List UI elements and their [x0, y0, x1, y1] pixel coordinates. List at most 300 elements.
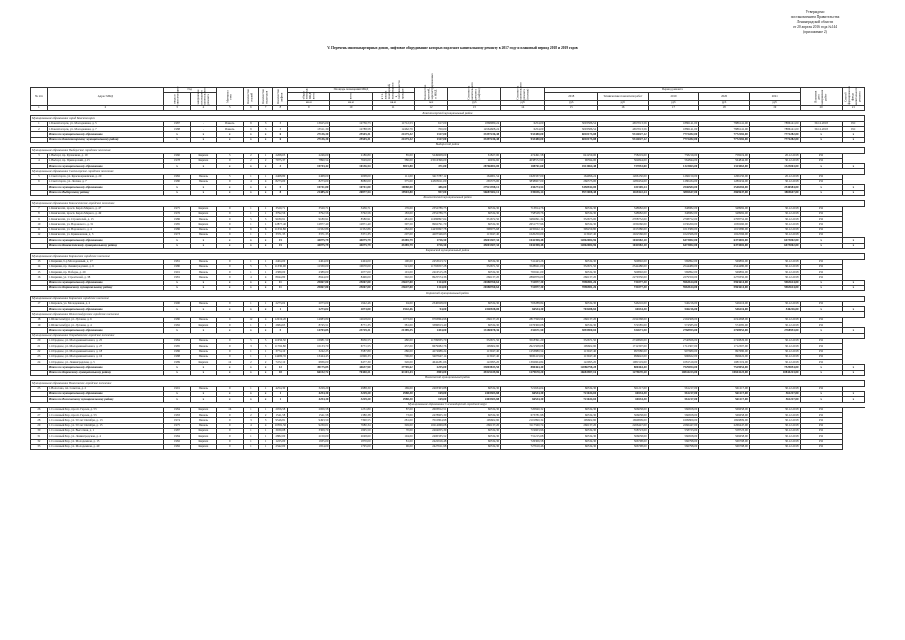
- table-cell: РО: [800, 275, 842, 280]
- table-cell: 66534,30: [545, 429, 598, 434]
- table-cell: РО: [800, 360, 842, 365]
- table-cell: x: [243, 137, 258, 142]
- table-cell: 6010173,08: [545, 137, 598, 142]
- table-cell: 8: [31, 211, 48, 216]
- table-cell: 3518391,20: [501, 338, 545, 343]
- table-cell: 1: [258, 349, 273, 354]
- table-cell: 3792,56: [330, 211, 372, 216]
- table-cell: 8936,55: [330, 338, 372, 343]
- table-cell: 70,00: [372, 429, 414, 434]
- table-cell: 23729,31: [330, 328, 372, 333]
- table-cell: 113047,40: [545, 354, 598, 359]
- table-cell: 2988,30: [330, 386, 372, 391]
- table-cell: x: [191, 285, 216, 290]
- approval-line-4: от 20 апреля 2016 года №144: [792, 25, 838, 29]
- table-cell: 1942,46: [330, 301, 372, 306]
- table-cell: 1: [258, 259, 273, 264]
- table-cell: x: [191, 190, 216, 195]
- table-cell: 3407647,14: [414, 354, 448, 359]
- table-row: [31, 444, 865, 449]
- table-cell: 10741,00: [330, 185, 372, 190]
- table-cell: 1699809,00: [699, 418, 750, 423]
- table-cell: 199602,90: [545, 344, 598, 349]
- table-cell: x: [243, 391, 258, 396]
- table-cell: г. Кингисепп, просп. Карла Маркса, д. 49: [47, 211, 163, 216]
- table-cell: 9: [216, 338, 243, 343]
- table-cell: x: [842, 185, 864, 190]
- table-cell: 9314027,12: [598, 132, 649, 137]
- table-cell: 2279350,00: [699, 275, 750, 280]
- table-cell: Кирпич: [191, 153, 216, 158]
- table-cell: 1954,00: [288, 444, 330, 449]
- table-cell: РО: [800, 301, 842, 306]
- header-y2021-unit: руб: [749, 100, 800, 105]
- table-cell: 566658,00: [648, 434, 699, 439]
- table-cell: 9180,91: [273, 217, 288, 222]
- header-y2019: 2019: [648, 93, 699, 100]
- table-cell: 561217,00: [699, 386, 750, 391]
- table-cell: 569892,00: [648, 259, 699, 264]
- table-cell: 4: [258, 180, 273, 185]
- table-cell: г. Светогорск, ул. Лесная, д. 7: [47, 180, 163, 185]
- table-cell: РО: [800, 206, 842, 211]
- table-cell: 2073,00: [288, 301, 330, 306]
- table-cell: 4038572,90: [501, 158, 545, 163]
- header-god-last: завершения последнего капитального ремонта: [191, 93, 216, 106]
- table-cell: 574585,00: [699, 323, 750, 328]
- table-cell: 1: [258, 270, 273, 275]
- table-cell: 1541,58: [288, 413, 330, 418]
- table-cell: 2708752,00: [699, 217, 750, 222]
- table-cell: 398075,68: [448, 227, 501, 232]
- table-cell: 1: [243, 386, 258, 391]
- table-cell: РО: [800, 418, 842, 423]
- table-cell: г. Кингисепп, ул. Воровского, д. 4: [47, 227, 163, 232]
- table-cell: 66534,30: [448, 439, 501, 444]
- table-cell: 6473002,00: [699, 243, 750, 248]
- table-cell: 720840,32: [501, 407, 545, 412]
- table-cell: 9793864,96: [414, 317, 448, 322]
- table-cell: 20: [31, 338, 48, 343]
- table-cell: 558723,00: [699, 429, 750, 434]
- table-cell: x: [216, 185, 243, 190]
- header-residents-unit: чел: [414, 100, 448, 105]
- column-number: 7: [258, 105, 273, 110]
- table-cell: 1990: [163, 301, 190, 306]
- table-cell: 30.12.2018: [749, 211, 800, 216]
- approval-line-2: постановлением Правительства: [790, 15, 840, 19]
- table-cell: 561217,00: [699, 391, 750, 396]
- table-cell: -: [191, 127, 216, 132]
- table-cell: 12862084,96: [545, 238, 598, 243]
- table-cell: 24: [31, 360, 48, 365]
- table-cell: 471,00: [414, 164, 448, 169]
- table-cell: x: [191, 238, 216, 243]
- table-cell: 5963614,00: [648, 285, 699, 290]
- table-cell: 10844223,00: [749, 370, 800, 375]
- table-cell: x: [800, 137, 842, 142]
- table-cell: x: [163, 365, 190, 370]
- table-cell: 1712307,00: [598, 344, 649, 349]
- table-cell: 2340928,00: [448, 307, 501, 312]
- table-cell: 281,00: [372, 418, 414, 423]
- table-cell: 9: [216, 439, 243, 444]
- table-cell: Панель: [191, 275, 216, 280]
- table-cell: 6010173,08: [545, 132, 598, 137]
- table-cell: 11332,86: [288, 227, 330, 232]
- table-cell: 1935,00: [288, 439, 330, 444]
- table-cell: 113047,40: [545, 349, 598, 354]
- table-cell: РО: [800, 354, 842, 359]
- table-cell: 2056,58: [273, 407, 288, 412]
- table-cell: 96594,00: [545, 158, 598, 163]
- table-cell: x: [258, 307, 273, 312]
- table-cell: x: [258, 280, 273, 285]
- table-cell: 2427611,98: [414, 444, 448, 449]
- table-cell: 2006,58: [288, 407, 330, 412]
- table-cell: 561217,00: [749, 391, 800, 396]
- table-cell: Кирпич: [191, 360, 216, 365]
- table-cell: Панель: [191, 180, 216, 185]
- table-cell: 30.12.2018: [749, 317, 800, 322]
- table-cell: 183,00: [372, 211, 414, 216]
- table-cell: 20877,54: [330, 190, 372, 195]
- table-cell: 1317,00: [414, 137, 448, 142]
- table-cell: Кирпич: [191, 429, 216, 434]
- table-cell: 381,00: [372, 323, 414, 328]
- table-cell: 9: [216, 323, 243, 328]
- table-cell: 348982,00: [699, 206, 750, 211]
- table-cell: 997680,00: [648, 349, 699, 354]
- table-cell: x: [800, 164, 842, 169]
- table-cell: Панель: [191, 338, 216, 343]
- table-cell: РО: [800, 153, 842, 158]
- table-cell: 21389,35: [372, 328, 414, 333]
- table-cell: 521,00: [372, 264, 414, 269]
- table-cell: 332673,00: [545, 217, 598, 222]
- table-cell: 7629,00: [330, 158, 372, 163]
- table-cell: 66534,30: [545, 386, 598, 391]
- table-cell: 3869647,00: [648, 190, 699, 195]
- table-cell: г. Сосновый Бор, просп. Героев, д. 53: [47, 413, 163, 418]
- table-cell: 1986: [163, 349, 190, 354]
- table-cell: x: [243, 328, 258, 333]
- table-cell: 10214069,08: [414, 423, 448, 428]
- section-label: Муниципальное образование Кировское городское поселение: [31, 296, 865, 301]
- table-cell: РО: [800, 233, 842, 238]
- table-cell: 12871,40: [330, 222, 372, 227]
- table-cell: 266137,20: [545, 275, 598, 280]
- table-cell: 25067,80: [288, 280, 330, 285]
- table-cell: x: [842, 190, 864, 195]
- table-cell: 4: [258, 423, 273, 428]
- table-header: [31, 73, 865, 111]
- table-cell: 1454,00: [414, 328, 448, 333]
- table-cell: Итого по Кингисеппскому муниципальному району: [47, 243, 163, 248]
- table-cell: 9: [216, 270, 243, 275]
- table-cell: 66534,30: [545, 444, 598, 449]
- table-cell: 1986: [163, 217, 190, 222]
- table-cell: x: [258, 285, 273, 290]
- table-cell: Панель: [191, 259, 216, 264]
- table-cell: 933480,00: [501, 137, 545, 142]
- table-cell: 8771,35: [330, 323, 372, 328]
- table-cell: 1984: [163, 407, 190, 412]
- table-cell: 66534,30: [545, 301, 598, 306]
- table-cell: 758219,00: [648, 153, 699, 158]
- table-cell: 45001307,34: [448, 243, 501, 248]
- table-cell: 1868980,24: [448, 121, 501, 126]
- table-cell: 101,00: [372, 270, 414, 275]
- table-cell: РО: [800, 323, 842, 328]
- table-cell: 26: [31, 407, 48, 412]
- table-cell: 30.12.2018: [749, 275, 800, 280]
- table-cell: 1: [258, 233, 273, 238]
- approval-line-5: (приложение 2): [803, 30, 827, 34]
- table-cell: x: [800, 190, 842, 195]
- table-cell: 7529054,00: [699, 365, 750, 370]
- table-cell: 9: [216, 344, 243, 349]
- table-cell: 164901,54: [448, 174, 501, 179]
- table-cell: 266573,00: [545, 180, 598, 185]
- table-cell: Панель: [191, 174, 216, 179]
- table-cell: 66534,30: [598, 307, 649, 312]
- table-cell: 569892,00: [699, 259, 750, 264]
- table-cell: 11332,86: [330, 227, 372, 232]
- header-cost-full-unit: руб: [501, 100, 545, 105]
- table-cell: 4254,30: [288, 391, 330, 396]
- table-cell: 9: [216, 301, 243, 306]
- table-cell: Кирпич: [191, 407, 216, 412]
- table-cell: 3371,35: [330, 233, 372, 238]
- table-cell: 122095,20: [448, 360, 501, 365]
- table-cell: 574585,00: [598, 323, 649, 328]
- table-cell: РО: [800, 338, 842, 343]
- table-cell: 9230,01: [288, 423, 330, 428]
- table-cell: 30.12.2018: [749, 423, 800, 428]
- table-cell: x: [163, 391, 190, 396]
- table-cell: 66534,30: [448, 386, 501, 391]
- table-cell: 348982,00: [699, 211, 750, 216]
- table-cell: 1987: [163, 429, 190, 434]
- table-cell: 1: [243, 206, 258, 211]
- table-cell: 1712307,00: [648, 344, 699, 349]
- table-cell: 569892,00: [699, 270, 750, 275]
- section-label: Муниципальное образование Киришское городское поселение: [31, 254, 865, 259]
- table-cell: x: [243, 285, 258, 290]
- table-cell: 1978: [163, 158, 190, 163]
- table-cell: 1: [258, 444, 273, 449]
- table-cell: 32: [31, 439, 48, 444]
- table-cell: 30.12.2018: [749, 206, 800, 211]
- table-cell: 1317,00: [414, 132, 448, 137]
- table-cell: Кирпич: [191, 158, 216, 163]
- table-cell: 1726,50: [414, 243, 448, 248]
- table-cell: 2: [243, 153, 258, 158]
- table-cell: 66534,30: [545, 434, 598, 439]
- table-cell: 566658,00: [699, 434, 750, 439]
- table-cell: 7472,10: [273, 360, 288, 365]
- table-cell: 122095,20: [545, 360, 598, 365]
- table-cell: 3803,00: [414, 370, 448, 375]
- table-cell: г. Шлиссельбург, ул. Луговая, д. 6: [47, 317, 163, 322]
- table-cell: 9: [31, 217, 48, 222]
- table-cell: 61827,00: [448, 153, 501, 158]
- table-cell: 5249608,00: [414, 153, 448, 158]
- table-cell: 2708752,00: [598, 217, 649, 222]
- table-cell: 16: [31, 275, 48, 280]
- table-cell: 30.12.2018: [749, 270, 800, 275]
- table-cell: 2544480,00: [648, 264, 699, 269]
- table-cell: 569892,00: [648, 270, 699, 275]
- table-cell: 30.12.2018: [749, 338, 800, 343]
- table-cell: x: [163, 243, 190, 248]
- table-cell: 4207346,63: [414, 233, 448, 238]
- table-cell: x: [800, 238, 842, 243]
- table-cell: 6: [273, 132, 288, 137]
- table-cell: Кирпич: [191, 444, 216, 449]
- table-cell: 5963614,00: [749, 280, 800, 285]
- table-cell: 7529054,00: [648, 365, 699, 370]
- table-cell: 43385,79: [372, 243, 414, 248]
- table-cell: 1973: [163, 233, 190, 238]
- table-cell: РО: [800, 158, 842, 163]
- table-cell: 2: [243, 413, 258, 418]
- table-cell: 1726,50: [414, 238, 448, 243]
- table-cell: 15: [31, 270, 48, 275]
- table-cell: 558723,00: [598, 429, 649, 434]
- table-cell: 566798,00: [598, 439, 649, 444]
- table-cell: 7772282,00: [648, 137, 699, 142]
- table-cell: 480,00: [372, 338, 414, 343]
- table-cell: x: [191, 397, 216, 402]
- table-cell: 11332,86: [274, 227, 286, 232]
- table-cell: Панель: [191, 264, 216, 269]
- table-cell: x: [258, 238, 273, 243]
- table-cell: 996622,00: [648, 354, 699, 359]
- table-cell: 481,00: [372, 217, 414, 222]
- table-cell: x: [163, 285, 190, 290]
- table-cell: x: [842, 285, 864, 290]
- table-cell: г. Отрадное, ул. Молодежный канал, д. 18: [47, 349, 163, 354]
- table-cell: 1984: [163, 338, 190, 343]
- table-cell: 13: [31, 259, 48, 264]
- table-cell: x: [800, 280, 842, 285]
- table-cell: г. Волосово, пл. Советов, д. 2: [47, 386, 163, 391]
- section-label: Кировский муниципальный район: [31, 291, 865, 296]
- table-cell: x: [842, 328, 864, 333]
- table-cell: 2279350,00: [598, 275, 649, 280]
- table-cell: 3482091,34: [501, 217, 545, 222]
- table-cell: 1266150,00: [648, 174, 699, 179]
- table-cell: Итого по муниципальному образованию: [47, 132, 163, 137]
- table-cell: 566798,00: [598, 444, 649, 449]
- table-cell: 2403303,88: [448, 391, 501, 396]
- table-cell: 9: [216, 354, 243, 359]
- table-cell: x: [258, 164, 273, 169]
- table-cell: 66534,30: [501, 391, 545, 396]
- table-cell: 2651777,96: [501, 222, 545, 227]
- table-cell: 880464,40: [598, 365, 649, 370]
- table-cell: 2273,02: [273, 301, 288, 306]
- table-cell: 566658,00: [699, 407, 750, 412]
- table-cell: 8273,00: [273, 180, 288, 185]
- table-cell: 3371,35: [273, 233, 288, 238]
- table-cell: 9: [216, 275, 243, 280]
- header-num: № п/п: [31, 88, 48, 106]
- table-cell: 996622,00: [598, 354, 649, 359]
- table-cell: 1995,50: [330, 429, 372, 434]
- table-cell: Панель: [191, 217, 216, 222]
- table-cell: x: [216, 190, 243, 195]
- table-cell: 16683987,16: [545, 370, 598, 375]
- table-cell: x: [243, 238, 258, 243]
- header-entrances: Количество подъездов: [258, 88, 273, 106]
- table-cell: 13625,00: [288, 121, 330, 126]
- table-cell: 641259,00: [545, 153, 598, 158]
- table-cell: 9962791,79: [414, 222, 448, 227]
- table-cell: 1983: [163, 413, 190, 418]
- table-cell: 12862084,96: [545, 243, 598, 248]
- table-cell: 12618,00: [330, 317, 372, 322]
- table-cell: 45001307,34: [448, 238, 501, 243]
- table-cell: x: [243, 397, 258, 402]
- header-end-date: Плановая дата завершения работ: [800, 88, 842, 106]
- table-cell: 16: [216, 407, 243, 412]
- table-cell: 12788,58: [330, 127, 372, 132]
- table-cell: x: [842, 365, 864, 370]
- table-cell: 108761,60: [501, 164, 545, 169]
- table-cell: 6254,00: [501, 127, 545, 132]
- table-cell: 561217,00: [648, 386, 699, 391]
- table-cell: 6473002,00: [699, 238, 750, 243]
- table-cell: 199602,90: [545, 418, 598, 423]
- table-cell: x: [800, 370, 842, 375]
- table-cell: 332671,50: [448, 338, 501, 343]
- table-cell: 2544480,00: [699, 264, 750, 269]
- table-cell: 1022566,00: [598, 233, 649, 238]
- table-cell: 2546584,00: [648, 185, 699, 190]
- header-area-owned-unit: кв.м: [372, 100, 414, 105]
- table-cell: x: [163, 185, 190, 190]
- table-cell: 880464,40: [501, 365, 545, 370]
- table-cell: 617,00: [414, 121, 448, 126]
- column-number: 18: [699, 105, 750, 110]
- table-cell: 2478605,30: [414, 413, 448, 418]
- table-cell: 6: [243, 227, 258, 232]
- table-cell: 4: [243, 423, 258, 428]
- table-cell: x: [243, 132, 258, 137]
- header-area-owned: в т.ч. жилых помещений, находящихся в собственности граждан: [372, 93, 414, 100]
- table-cell: 266137,20: [448, 275, 501, 280]
- table-cell: 2860876,00: [501, 275, 545, 280]
- table-cell: 10741,80: [288, 185, 330, 190]
- table-cell: 2988,30: [372, 391, 414, 396]
- table-cell: Панель: [191, 301, 216, 306]
- table-cell: 104,00: [372, 434, 414, 439]
- table-cell: x: [800, 391, 842, 396]
- table-cell: 66534,30: [501, 397, 545, 402]
- table-cell: 113047,40: [545, 233, 598, 238]
- table-cell: 14: [31, 264, 48, 269]
- table-cell: г. Кириши, пр. Ленинградский, д. 6: [47, 264, 163, 269]
- table-cell: 2404,00: [288, 259, 330, 264]
- table-cell: 9: [216, 429, 243, 434]
- table-cell: РО: [800, 270, 842, 275]
- table-cell: 1044582,10: [598, 243, 649, 248]
- table-cell: Итого по муниципальному образованию: [47, 365, 163, 370]
- table-cell: 19903,80: [372, 190, 414, 195]
